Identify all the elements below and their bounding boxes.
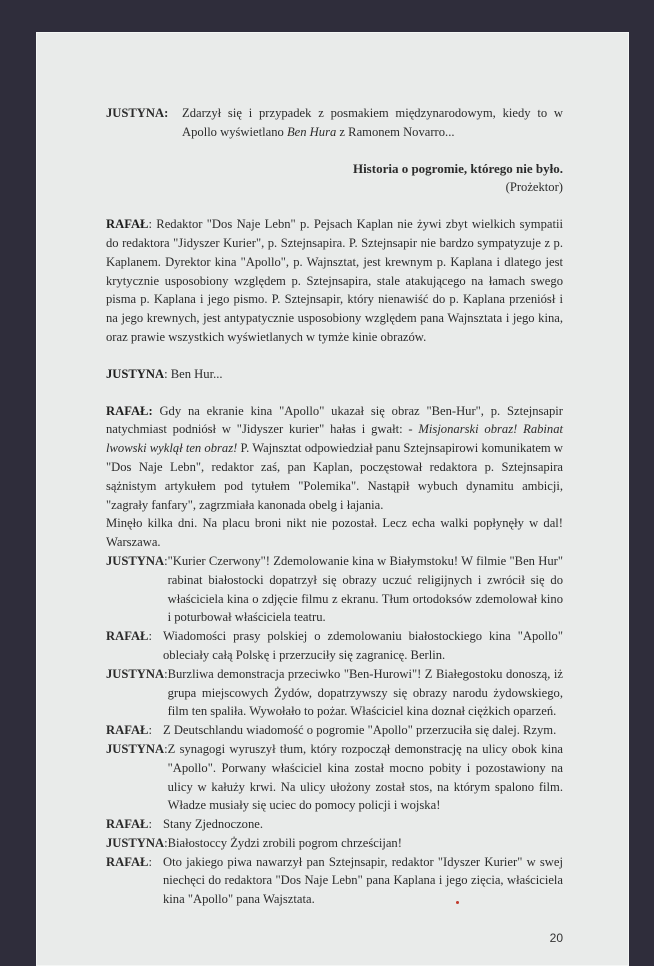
speaker-name: RAFAŁ [106, 854, 149, 869]
dialogue-line [106, 815, 563, 834]
dialogue-line [106, 853, 563, 909]
scene-heading [106, 160, 563, 198]
paragraph-rafal-2-continued: Minęło kilka dni. Na placu broni nikt nie pozostał. Lecz echa walki popłynęły w dal! Warszawa. [106, 516, 563, 550]
dialogue-text [182, 104, 563, 142]
dialogue-text: Stany Zjednoczone. [163, 817, 264, 832]
speaker-label [106, 627, 163, 665]
speaker-label: RAFAŁ [106, 217, 149, 232]
dialogue-line [106, 627, 563, 665]
speaker-label [106, 834, 168, 853]
page-footer [106, 927, 563, 946]
speaker-label: JUSTYNA [106, 366, 165, 381]
colon: : [148, 854, 152, 869]
speaker-label [106, 815, 163, 834]
paragraph-text: Ben Hur... [167, 366, 223, 381]
speaker-name: JUSTYNA [106, 553, 165, 568]
page-content [106, 104, 563, 909]
dialogue-text: Z Deutschlandu wiadomość o pogromie "Apollo" przerzuciła się dalej. Rzym. [163, 723, 557, 738]
page-number: 20 [549, 931, 563, 946]
colon: : [148, 217, 152, 232]
speaker-label [106, 665, 168, 721]
scene-title: Historia o pogromie, którego nie było. [352, 160, 563, 176]
dialogue-line [106, 740, 563, 815]
speaker-label: RAFAŁ: [106, 403, 153, 418]
speaker-label: JUSTYNA: [106, 106, 169, 120]
dialogue-line [106, 834, 563, 853]
dialogue-text: "Kurier Czerwony"! Zdemolowanie kina w Białymstoku! W filmie "Ben Hur" rabinat białostocki dopatrzył się obrazy uczuć religijnych i zwrócił się do właściciela kina o zdjęcie filmu z ekranu. Tłum ortodoksów zdemolował kino i poturbował właściciela teatru. [167, 553, 563, 625]
document-page [36, 32, 629, 966]
text-run: z Ramonem Novarro... [336, 124, 455, 139]
spacer [106, 197, 563, 215]
speaker-label [106, 721, 163, 740]
colon: : [148, 723, 152, 738]
colon: : [164, 366, 168, 381]
paragraph-rafal-1 [106, 215, 563, 347]
spacer [106, 142, 563, 160]
colon: : [148, 629, 152, 644]
paragraph-justyna-2 [106, 365, 563, 384]
paragraph-text: P. Wajnsztat odpowiedział panu Sztejnsapirowi komunikatem w "Dos Naje Lebn", redaktor zaś, pan Kaplan, poczęstował redaktora p. Sztejnsapira sążnistym artykułem pod tytułem "Polemika". Nastąpił wybuch dynamitu ambicji, "zagrały fanfary", zagrzmiała kanonada obelg i łajania. [106, 441, 563, 512]
film-title-italic: Ben Hura [286, 124, 337, 139]
speaker-name: RAFAŁ [106, 629, 149, 644]
spacer [106, 384, 563, 402]
dialogue-text: Białostoccy Żydzi zrobili pogrom chrześcijan! [167, 835, 402, 850]
speaker-label [106, 740, 168, 815]
colon: : [164, 666, 168, 681]
colon: : [164, 553, 168, 568]
speaker-name: RAFAŁ [106, 723, 149, 738]
paragraph-text: Gdy na ekranie kina "Apollo" ukazał się obraz "Ben-Hur", p. Sztejnsapir natychmiast podniósł w "Jidyszer kurier" hałas i gwałt: - [106, 403, 563, 437]
spacer [106, 347, 563, 365]
speaker-label [106, 853, 163, 909]
speaker-name: JUSTYNA [106, 835, 165, 850]
speaker-label [106, 552, 168, 627]
text-run: Zdarzył się i przypadek z posmakiem międzynarodowym, kiedy to w Apollo wyświetlano [182, 106, 563, 139]
dialogue-line [106, 721, 563, 740]
colon: : [164, 835, 168, 850]
paragraph-text: Redaktor "Dos Naje Lebn" p. Pejsach Kaplan nie żywi zbyt wielkich sympatii do redaktora "Jidyszer Kurier", p. Sztejnsapira. P. Sztejnsapir nie bardzo sympatyzuje z p. Kaplanem. Dyrektor kina "Apollo", p. Wajnsztat, jest krewnym p. Kaplana i dlatego jest krytycznie usposobiony względem p. Sztejnsapira, stale atakującego na łamach swego pisma p. Kaplana i jego pismo. P. Sztejnsapir, który nienawiść do p. Kaplana przeniósł i na jego krewnych, jest antypatycznie usposobiony względem pana Wajnsztata i jego kina, oraz prawie wszystkich wyświetlanych w tymże kinie obrazów. [106, 217, 563, 344]
paragraph-rafal-2 [106, 402, 563, 515]
speaker-name: JUSTYNA [106, 741, 165, 756]
dialogue-text: Oto jakiego piwa nawarzył pan Sztejnsapir, redaktor "Idyszer Kurier" w swej niechęci do redaktora "Dos Naje Lebn" pana Kaplana i jego zięcia, właściciela kina "Apollo" pana Wajsztata. [163, 854, 563, 907]
dialogue-intro-justyna [106, 104, 563, 142]
dialogue-text: Wiadomości prasy polskiej o zdemolowaniu białostockiego kina "Apollo" obleciały całą Polskę i przerzuciły się zagranicę. Berlin. [163, 629, 563, 662]
dialogue-line [106, 665, 563, 721]
dialogue-list [106, 552, 563, 909]
dialogue-line [106, 552, 563, 627]
speaker-name: JUSTYNA [106, 666, 165, 681]
scene-subtitle: (Prożektor) [505, 180, 563, 195]
dialogue-text: Z synagogi wyruszył tłum, który rozpoczął demonstrację na ulicy obok kina "Apollo". Porwany właściciel kina został mocno pobity i pozostawiony na ulicy w kałuży krwi. Na ulicy ułożony został stos, na którym spalono film. Władze musiały się uciec do pomocy policji i wojska! [167, 741, 563, 813]
dialogue-text: Burzliwa demonstracja przeciwko "Ben-Hurowi"! Z Białegostoku donoszą, iż grupa miejscowych Żydów, dopatrzywszy się obrazy narodu żydowskiego, film ten spaliła. Wywołało to pożar. Właściciel kina doznał ciężkich oparzeń. [167, 666, 563, 719]
colon: : [164, 741, 168, 756]
speaker-name: RAFAŁ [106, 817, 149, 832]
colon: : [148, 817, 152, 832]
quote-italic: Misjonarski obraz! Rabinat lwowski wyklął ten obraz! [106, 422, 564, 456]
